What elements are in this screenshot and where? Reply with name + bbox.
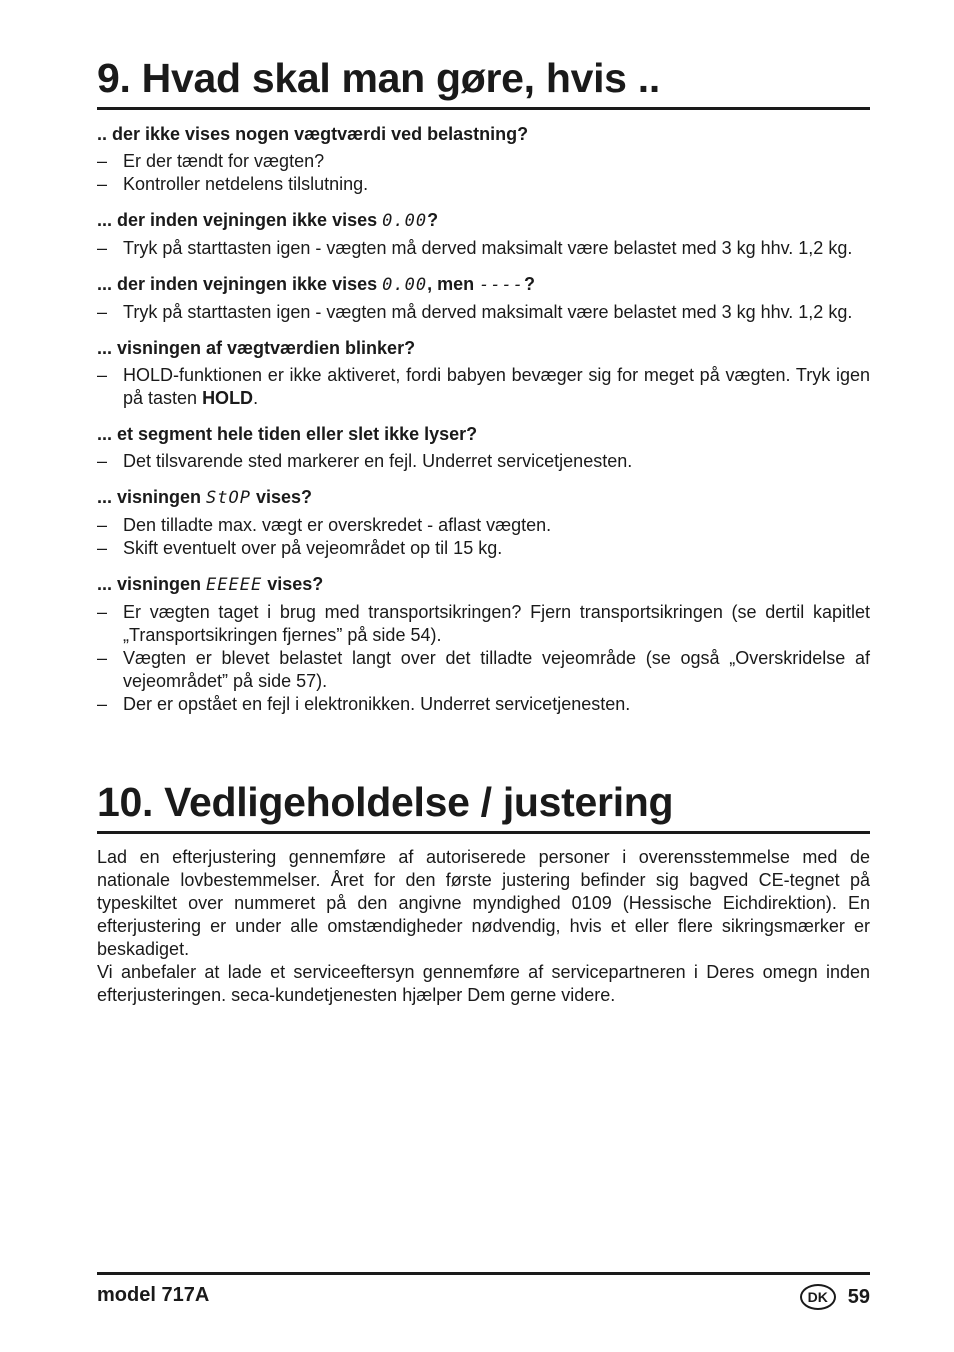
list-item: – Tryk på starttasten igen - vægten må derved maksimalt være belastet med 3 kg hhv. 1,2 kg. [97, 238, 853, 258]
section-10-heading: 10. Vedligeholdelse / justering [97, 782, 870, 834]
list-item: – Kontroller netdelens tilslutning. [97, 174, 369, 194]
list-item: – Den tilladte max. vægt er overskredet - aflast vægten. [97, 515, 552, 535]
answer-list [97, 601, 870, 716]
paragraph: Lad en efterjustering gennemføre af autoriserede personer i overensstemmelse med de nationale lovbestemmelser. Året for den første justering befinder sig bagved CE-tegnet på typeskiltet over nummeret på den angivne myndighed 0109 (Hessische Eichdirektion). En efterjustering er under alle omstændigheder nødvendig, hvis et eller flere sikringsmærker er beskadiget. [97, 847, 870, 959]
answer-list [97, 301, 870, 324]
maintenance-text [97, 846, 870, 1007]
answer-list [97, 514, 870, 560]
answer-list [97, 150, 870, 196]
list-item: – Tryk på starttasten igen - vægten må derved maksimalt være belastet med 3 kg hhv. 1,2 kg. [97, 302, 853, 322]
question-heading: ... visningen af vægtværdien blinker? [97, 338, 416, 358]
troubleshooting-list [97, 122, 870, 728]
page-number: 59 [847, 1285, 870, 1308]
lcd-display-text: EEEEE [206, 575, 263, 595]
lcd-display-text: StOP [206, 488, 251, 508]
model-label: model 717A [97, 1284, 210, 1306]
list-item: – Er vægten taget i brug med transportsikringen? Fjern transportsikringen (se dertil kapitlet „Transportsikringen fjernes” på side 54). [97, 602, 870, 645]
answer-list [97, 364, 870, 410]
lcd-display-text: 0.00 [382, 211, 428, 231]
list-item: – Der er opstået en fejl i elektronikken. Underret servicetjenesten. [97, 694, 631, 714]
lcd-display-text: 0.00 [382, 275, 428, 295]
question-heading: ... der inden vejningen ikke vises 0.00, men ----? [97, 274, 536, 295]
lcd-display-text: ---- [479, 275, 525, 295]
answer-list [97, 237, 870, 260]
footer-right [800, 1284, 870, 1310]
hold-key-name: HOLD [202, 388, 254, 408]
list-item: – Skift eventuelt over på vejeområdet op til 15 kg. [97, 538, 503, 558]
question-heading: ... visningen EEEEE vises? [97, 574, 324, 595]
list-item: – Er der tændt for vægten? [97, 151, 325, 171]
paragraph: Vi anbefaler at lade et serviceeftersyn gennemføre af servicepartneren i Deres omegn inden efterjusteringen. seca-kundetjenesten hjælper Dem gerne videre. [97, 962, 870, 1005]
question-heading: ... et segment hele tiden eller slet ikke lyser? [97, 424, 478, 444]
question-heading: ... der inden vejningen ikke vises 0.00? [97, 210, 439, 231]
list-item: – Vægten er blevet belastet langt over det tilladte vejeområde (se også „Overskridelse af vejeområdet” på side 57). [97, 648, 870, 691]
list-item: – HOLD-funktionen er ikke aktiveret, fordi babyen bevæger sig for meget på vægten. Tryk igen på tasten HOLD. [97, 365, 870, 408]
question-heading: .. der ikke vises nogen vægtværdi ved belastning? [97, 124, 529, 144]
list-item: – Det tilsvarende sted markerer en fejl. Underret servicetjenesten. [97, 451, 633, 471]
section-9-heading: 9. Hvad skal man gøre, hvis .. [97, 58, 870, 110]
page-footer [97, 1272, 870, 1308]
country-badge-icon: DK [800, 1284, 836, 1310]
answer-list [97, 450, 870, 473]
question-heading: ... visningen StOP vises? [97, 487, 313, 508]
